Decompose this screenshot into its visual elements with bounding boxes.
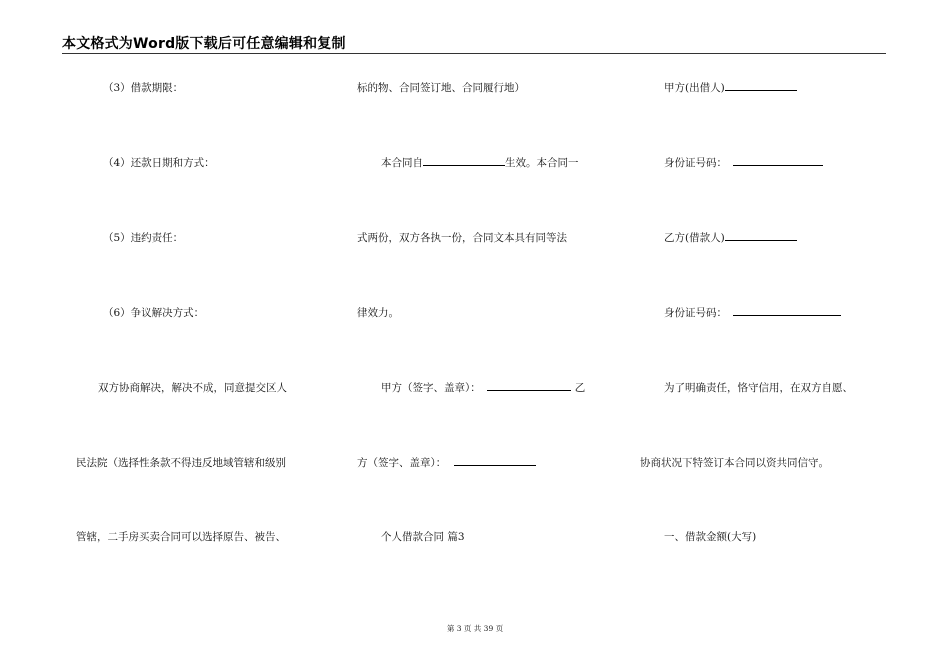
- blank-underline: [725, 230, 797, 241]
- breach-liability-line: （5）违约责任：: [103, 232, 184, 244]
- text-part: 甲方(出借人): [664, 82, 725, 94]
- text-part: 身份证号码：: [664, 307, 727, 319]
- borrower-line: [664, 230, 797, 245]
- blank-underline: [725, 80, 797, 91]
- text-line: 式两份，双方各执一份，合同文本具有同等法: [357, 232, 567, 244]
- section-title: 个人借款合同 篇3: [381, 531, 465, 543]
- blank-underline: [487, 380, 571, 391]
- blank-underline: [733, 155, 823, 166]
- effective-date-line: [381, 155, 579, 170]
- text-line: 标的物、合同签订地、合同履行地）: [357, 82, 525, 94]
- party-a-signature-line: [381, 380, 585, 395]
- borrower-id-line: [664, 305, 841, 320]
- section-title: 一、借款金额(大写): [664, 531, 757, 543]
- text-part: 方（签字、盖章）：: [357, 457, 447, 469]
- text-line: 为了明确责任，恪守信用，在双方自愿、: [664, 382, 853, 394]
- text-part: 生效。本合同一: [505, 157, 579, 169]
- loan-term-line: （3）借款期限：: [103, 82, 184, 94]
- party-b-signature-line: [357, 455, 536, 470]
- text-part: 身份证号码：: [664, 157, 727, 169]
- text-part: 本合同自: [381, 157, 423, 169]
- text-line: 协商状况下特签订本合同以资共同信守。: [640, 457, 829, 469]
- text-line: 律效力。: [357, 307, 399, 319]
- text-line: 民法院（选择性条款不得违反地域管辖和级别: [76, 457, 286, 469]
- blank-underline: [454, 455, 536, 466]
- text-part: 乙方(借款人): [664, 232, 725, 244]
- repayment-method-line: （4）还款日期和方式：: [103, 157, 215, 169]
- text-part: 甲方（签字、盖章）：: [381, 382, 481, 394]
- page-header-title: 本文格式为Word版下载后可任意编辑和复制: [62, 36, 346, 52]
- lender-id-line: [664, 155, 823, 170]
- blank-underline: [733, 305, 841, 316]
- text-part: 乙: [574, 382, 586, 394]
- dispute-resolution-line: （6）争议解决方式：: [103, 307, 205, 319]
- text-line: 双方协商解决，解决不成，同意提交区人: [98, 382, 287, 394]
- blank-underline: [423, 155, 505, 166]
- page-number-footer: 第 3 页 共 39 页: [446, 624, 504, 633]
- lender-line: [664, 80, 797, 95]
- text-line: 管辖，二手房买卖合同可以选择原告、被告、: [76, 531, 286, 543]
